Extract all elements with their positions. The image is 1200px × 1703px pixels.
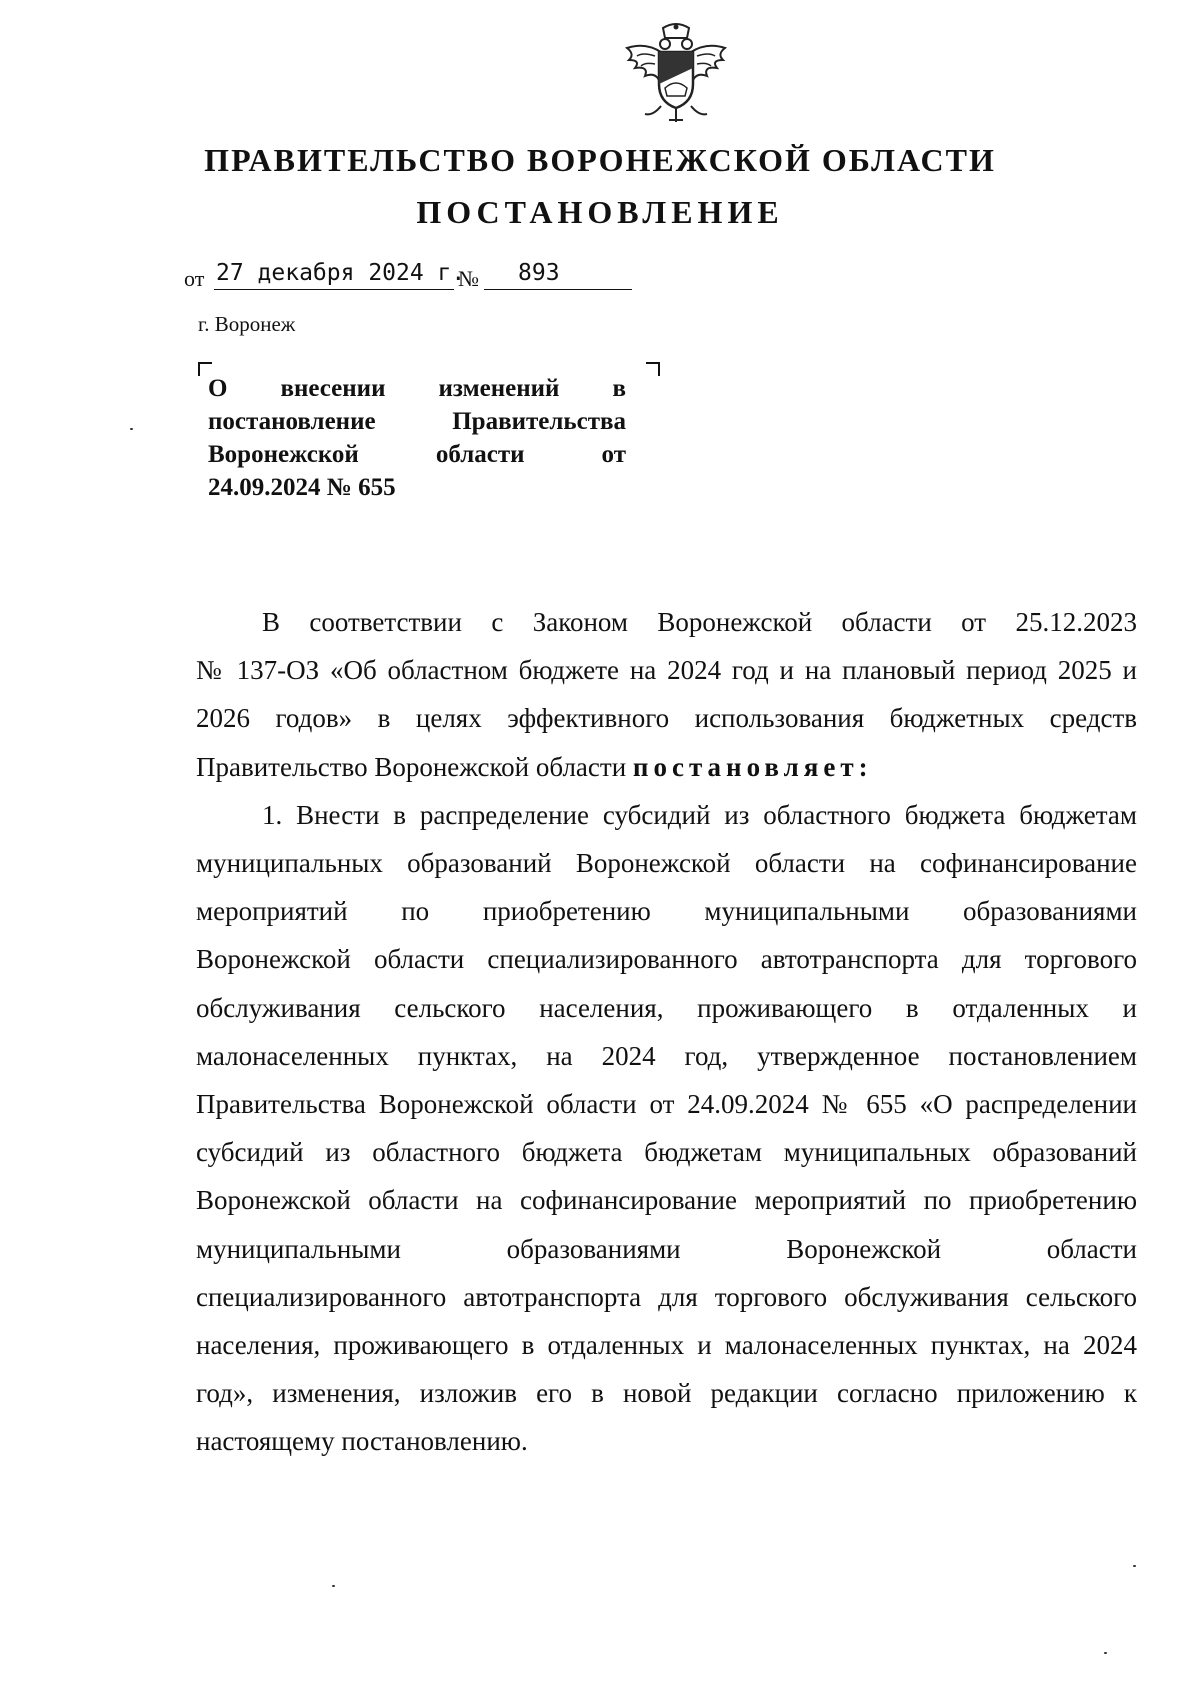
date-value: 27 декабря 2024 г.	[216, 260, 466, 286]
subject-line: Воронежской области от	[208, 441, 626, 468]
body-line: муниципальных образований Воронежской области на софинансирование	[196, 848, 1137, 879]
body-line: Воронежской области специализированного автотранспорта для торгового	[196, 944, 1137, 975]
body-line: год», изменения, изложив его в новой редакции согласно приложению к	[196, 1378, 1137, 1409]
document-type: ПОСТАНОВЛЕНИЕ	[416, 194, 784, 230]
body-line: населения, проживающего в отдаленных и малонаселенных пунктах, на 2024	[196, 1330, 1137, 1361]
date-number-line	[184, 258, 668, 292]
date-prefix: от	[184, 266, 205, 291]
subject-line: 24.09.2024 № 655	[208, 474, 396, 501]
body-line: В соответствии с Законом Воронежской области от 25.12.2023	[262, 607, 1137, 637]
body-line: муниципальными образованиями Воронежской области	[196, 1233, 1137, 1264]
body-line: специализированного автотранспорта для торгового обслуживания сельского	[196, 1281, 1137, 1312]
subject-line: О внесении изменений в	[208, 375, 626, 402]
scan-speck	[1133, 1565, 1136, 1567]
number-underline	[484, 289, 632, 290]
body-line: субсидий из областного бюджета бюджетам муниципальных образований	[196, 1137, 1137, 1168]
document-subject	[208, 372, 626, 504]
decree-colon: :	[858, 751, 868, 782]
date-underline	[214, 289, 454, 290]
document-body	[196, 598, 1137, 1466]
organization-title: ПРАВИТЕЛЬСТВО ВОРОНЕЖСКОЙ ОБЛАСТИ	[204, 142, 996, 178]
subject-line: постановление Правительства	[208, 408, 626, 435]
body-line-decree	[196, 743, 1137, 791]
body-line: Воронежской области на софинансирование мероприятий по приобретению	[196, 1185, 1137, 1216]
city: г. Воронеж	[198, 312, 296, 336]
body-line: № 137-ОЗ «Об областном бюджете на 2024 год и на плановый период 2025 и	[196, 655, 1137, 686]
body-line: обслуживания сельского населения, проживающего в отдаленных и	[196, 992, 1137, 1023]
scan-speck	[332, 1585, 335, 1587]
number-value: 893	[518, 260, 560, 286]
body-line: 2026 годов» в целях эффективного использования бюджетных средств	[196, 703, 1137, 734]
subject-bracket-right	[646, 362, 660, 376]
coat-of-arms-emblem	[615, 22, 737, 130]
body-line: мероприятий по приобретению муниципальными образованиями	[196, 896, 1137, 927]
scan-speck	[130, 428, 133, 430]
scan-speck	[1104, 1652, 1107, 1654]
number-prefix: №	[458, 266, 479, 291]
body-line: Правительства Воронежской области от 24.09.2024 № 655 «О распределении	[196, 1089, 1137, 1120]
decree-lead-text: Правительство Воронежской области	[196, 751, 627, 782]
decree-word: постановляет	[632, 751, 859, 782]
body-line: малонаселенных пунктах, на 2024 год, утвержденное постановлением	[196, 1040, 1137, 1071]
body-line: настоящему постановлению.	[196, 1426, 528, 1457]
body-line: 1. Внести в распределение субсидий из областного бюджета бюджетам	[262, 799, 1137, 830]
